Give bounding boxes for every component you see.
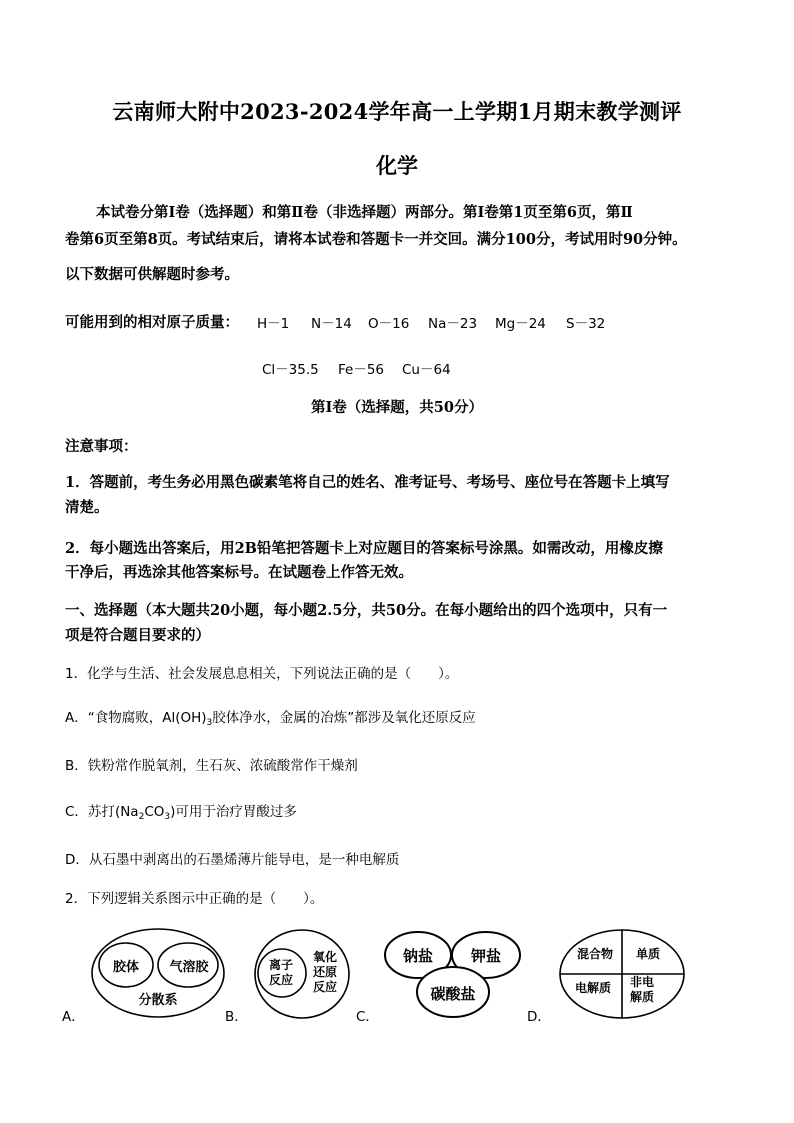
atomic-mass-cl: Cl－35.5 (262, 362, 319, 378)
atomic-mass-o: O－16 (368, 316, 410, 332)
formula-subscript: 3 (164, 812, 171, 822)
atomic-mass-cu: Cu－64 (402, 362, 451, 378)
notice-title: 注意事项： (65, 438, 138, 455)
notice-1-line-1: 1．答题前，考生务必用黑色碳素笔将自己的姓名、准考证号、考场号、座位号在答题卡上填写 (65, 474, 670, 491)
diagram-b-label-redox-1: 氧化 (312, 950, 338, 964)
diagram-b-label-ionic-2: 反应 (268, 973, 294, 987)
part-title-line-2: 项是符合题目要求的） (65, 627, 210, 644)
q2-option-d-letter: D． (527, 1009, 551, 1025)
subject-title: 化学 (376, 153, 418, 178)
q1-option-a-prefix: A．“食物腐败， (65, 710, 163, 726)
notice-2-line-2: 干净后，再选涂其他答案标号。在试题卷上作答无效。 (65, 564, 413, 581)
formula-part: (Na (114, 804, 139, 820)
diagram-a-label-colloid: 胶体 (112, 960, 140, 975)
q2-option-a-letter: A． (62, 1009, 85, 1025)
diagram-d-label-nonelectrolyte-2: 解质 (629, 990, 655, 1004)
q2-option-b-letter: B． (225, 1009, 248, 1025)
intro-line-3: 以下数据可供解题时参考。 (65, 266, 239, 283)
formula-main: Al(OH) (162, 710, 207, 726)
q1-option-c-formula (115, 804, 175, 820)
formula-subscript: 2 (138, 812, 145, 822)
atomic-mass-fe: Fe－56 (338, 362, 385, 378)
intro-line-1: 本试卷分第Ⅰ卷（选择题）和第Ⅱ卷（非选择题）两部分。第Ⅰ卷第1页至第6页，第Ⅱ (96, 204, 633, 221)
q1-option-c (65, 800, 297, 822)
diagram-b-label-redox-3: 反应 (312, 980, 338, 994)
diagram-a-label-dispersion: 分散系 (138, 993, 178, 1008)
diagram-b-label-redox-2: 还原 (312, 965, 338, 979)
diagram-d-label-mixture: 混合物 (576, 947, 614, 961)
diagram-c-label-sodium: 钠盐 (402, 947, 434, 965)
diagram-d-label-nonelectrolyte-1: 非电 (629, 975, 655, 989)
q1-option-a-suffix: 胶体净水，金属的冶炼”都涉及氧化还原反应 (212, 710, 476, 726)
diagram-c-label-carbonate: 碳酸盐 (430, 985, 476, 1003)
q1-option-c-suffix: 可用于治疗胃酸过多 (175, 804, 297, 820)
exam-title: 云南师大附中2023-2024学年高一上学期1月期末教学测评 (112, 99, 682, 124)
q1-option-d: D．从石墨中剥离出的石墨烯薄片能导电，是一种电解质 (65, 852, 400, 868)
intro-line-2: 卷第6页至第8页。考试结束后，请将本试卷和答题卡一并交回。满分100分，考试用时90分钟。 (65, 231, 687, 248)
diagram-d-label-electrolyte: 电解质 (574, 981, 612, 995)
diagram-b-label-ionic-1: 离子 (268, 958, 294, 972)
q1-option-c-prefix: C．苏打 (65, 804, 115, 820)
atomic-mass-s: S－32 (566, 316, 606, 332)
notice-2-line-1: 2．每小题选出答案后，用2B铅笔把答题卡上对应题目的答案标号涂黑。如需改动，用橡皮擦 (65, 540, 663, 557)
atomic-mass-mg: Mg－24 (495, 316, 546, 332)
atomic-mass-label: 可能用到的相对原子质量： (65, 314, 239, 331)
diagram-d (560, 930, 684, 1018)
formula-subscript: 3 (206, 718, 213, 728)
q1-option-a (65, 706, 476, 728)
diagram-c (385, 932, 520, 1017)
diagram-d-label-element: 单质 (635, 947, 661, 961)
atomic-mass-h: H－1 (257, 316, 290, 332)
formula-part: CO (144, 804, 165, 820)
q1-option-a-formula (162, 710, 212, 726)
formula-part: ) (170, 804, 176, 820)
part-title-line-1: 一、选择题（本大题共20小题，每小题2.5分，共50分。在每小题给出的四个选项中，只有一 (65, 602, 668, 619)
notice-1-line-2: 清楚。 (65, 499, 109, 516)
section-title: 第Ⅰ卷（选择题，共50分） (311, 399, 483, 416)
diagram-a-label-aerosol: 气溶胶 (169, 960, 209, 975)
q1-stem: 1．化学与生活、社会发展息息相关，下列说法正确的是（ ）。 (65, 666, 459, 682)
q2-option-c-letter: C． (356, 1009, 379, 1025)
diagram-c-label-potassium: 钾盐 (470, 947, 502, 965)
atomic-mass-na: Na－23 (428, 316, 478, 332)
q2-diagrams (0, 920, 794, 1030)
q2-stem: 2．下列逻辑关系图示中正确的是（ ）。 (65, 891, 324, 907)
q1-option-b: B．铁粉常作脱氧剂，生石灰、浓硫酸常作干燥剂 (65, 758, 358, 774)
atomic-mass-n: N－14 (311, 316, 352, 332)
